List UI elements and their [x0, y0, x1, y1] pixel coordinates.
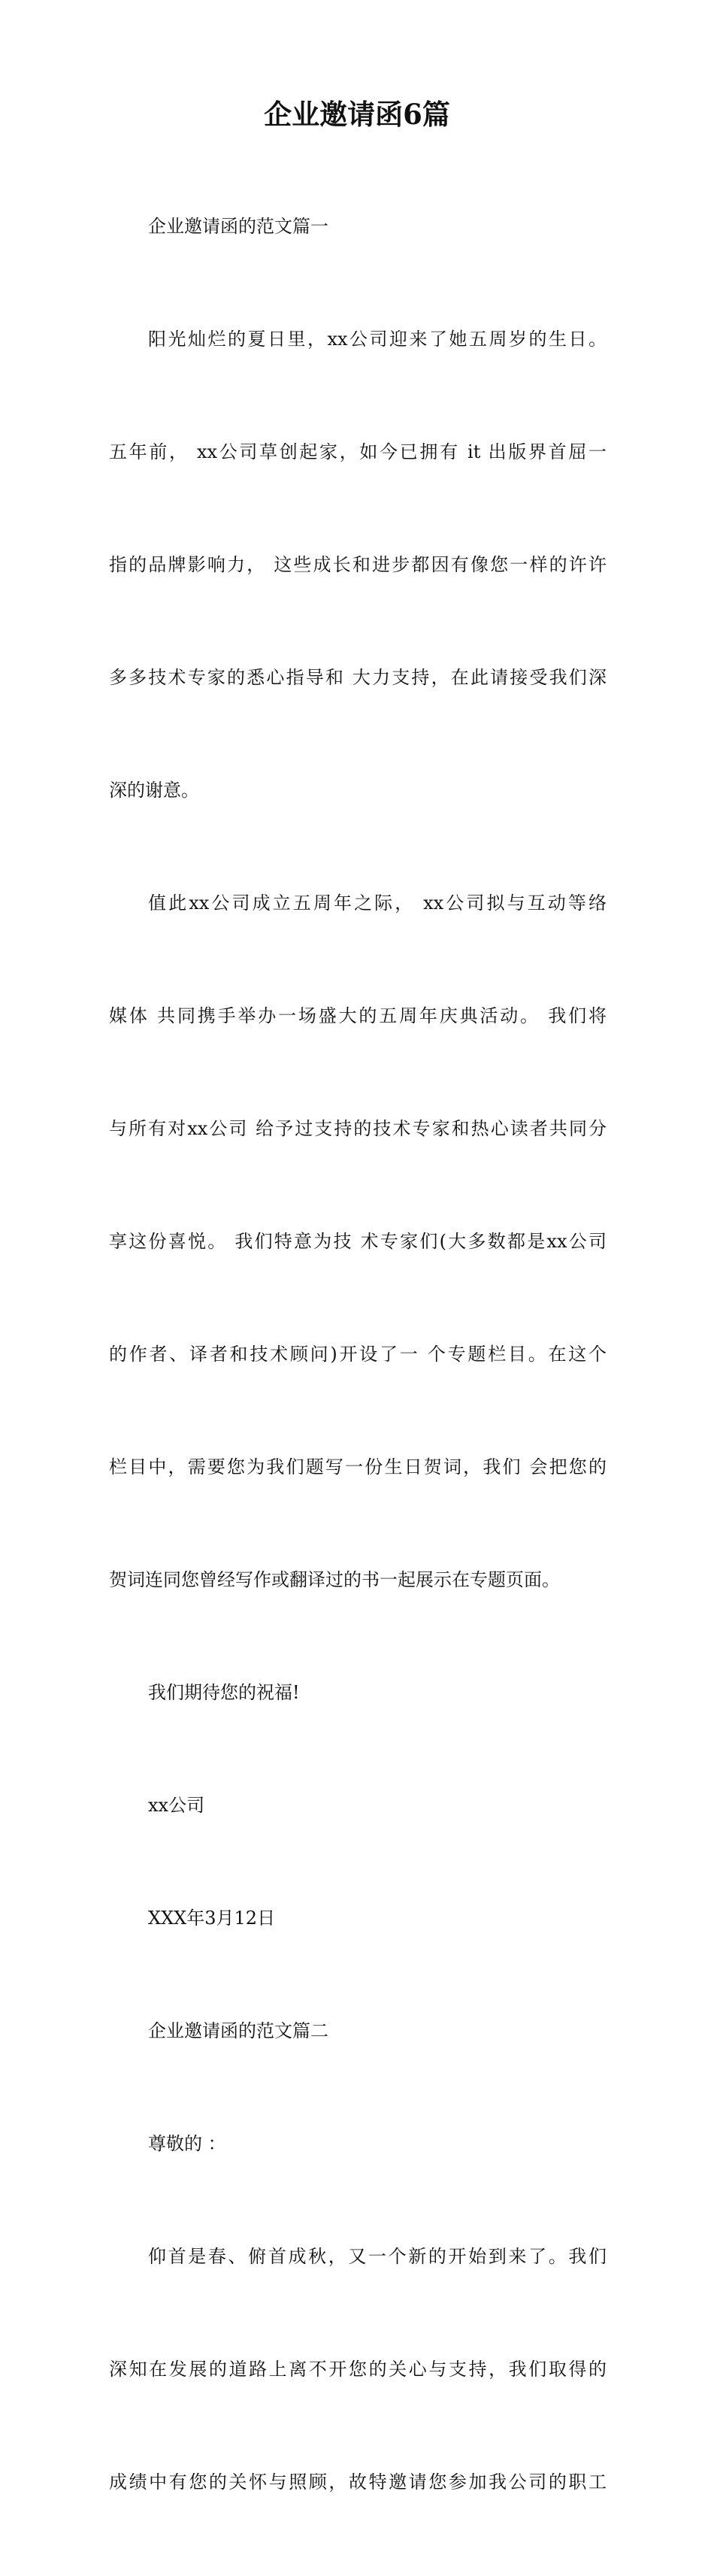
paragraph-line: 享这份喜悦。 我们特意为技 术专家们(大多数都是xx公司 [109, 1231, 607, 1252]
paragraph-line: 贺词连同您曾经写作或翻译过的书一起展示在专题页面。 [109, 1569, 560, 1590]
paragraph-line: 多多技术专家的悉心指导和 大力支持，在此请接受我们深 [109, 667, 607, 688]
paragraph-line: 的作者、译者和技术顾问)开设了一 个专题栏目。在这个 [109, 1344, 607, 1365]
paragraph-line: 深的谢意。 [109, 780, 199, 801]
paragraph-line: 与所有对xx公司 给予过支持的技术专家和热心读者共同分 [109, 1118, 607, 1139]
paragraph-line: 媒体 共同携手举办一场盛大的五周年庆典活动。 我们将 [109, 1005, 607, 1026]
paragraph-line: 深知在发展的道路上离不开您的关心与支持，我们取得的 [109, 2359, 607, 2380]
signature-date: XXX年3月12日 [148, 1908, 276, 1929]
paragraph-line: 值此xx公司成立五周年之际， xx公司拟与互动等络 [148, 893, 607, 914]
paragraph-line: 指的品牌影响力， 这些成长和进步都因有像您一样的许许 [109, 554, 607, 575]
paragraph-line: 阳光灿烂的夏日里，xx公司迎来了她五周岁的生日。 [148, 329, 607, 350]
signature-company: xx公司 [148, 1795, 205, 1816]
paragraph-line: 成绩中有您的关怀与照顾，故特邀请您参加我公司的职工 [109, 2471, 607, 2493]
closing-line: 我们期待您的祝福! [148, 1682, 300, 1703]
document-body [109, 132, 607, 2576]
paragraph-line: 栏目中，需要您为我们题写一份生日贺词，我们 会把您的 [109, 1456, 607, 1477]
section-heading-2: 企业邀请函的范文篇二 [148, 2020, 328, 2041]
paragraph-line: 五年前， xx公司草创起家，如今已拥有 it 出版界首屈一 [109, 441, 607, 462]
section-heading-1: 企业邀请函的范文篇一 [148, 216, 328, 237]
paragraph-line: 仰首是春、俯首成秋，又一个新的开始到来了。我们 [148, 2246, 607, 2267]
document-title: 企业邀请函6篇 [264, 98, 450, 131]
salutation: 尊敬的 ： [148, 2133, 226, 2154]
